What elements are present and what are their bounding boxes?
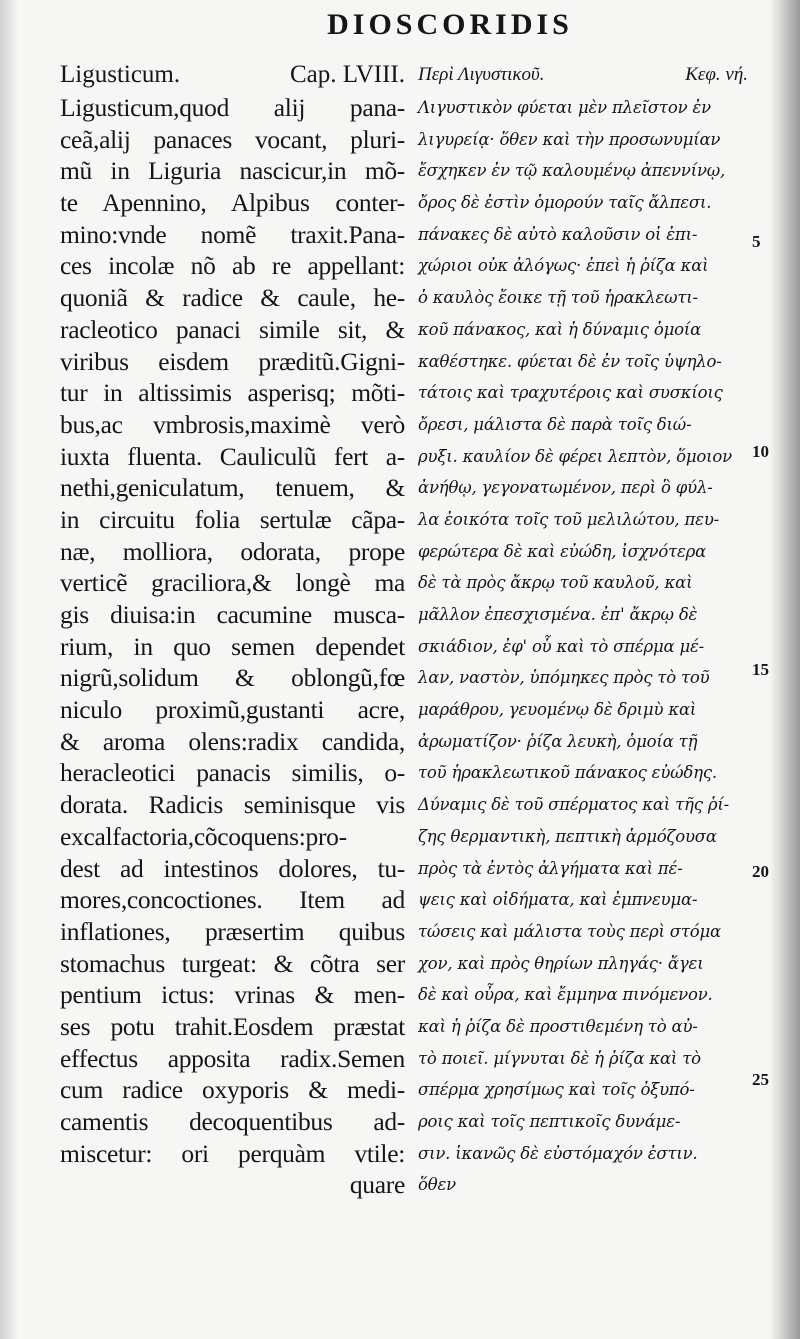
text-line: ροις καὶ τοῖς πεπτικοῖς δυνάμε- — [418, 1112, 681, 1131]
text-line: stomachus turgeat: & cõtra ser — [60, 948, 405, 978]
text-line: μᾶλλον ἐπεσχισμένα. ἐπ' ἄκρῳ δὲ — [418, 605, 698, 624]
line-number: 10 — [752, 442, 769, 461]
text-line: tur in altissimis asperisq; mõti- — [60, 378, 405, 408]
text-line: rium, in quo semen dependet — [60, 631, 405, 661]
text-line: χον, καὶ πρὸς θηρίων πληγάς· ἄγει — [418, 953, 704, 973]
text-line: mino:vnde nomẽ traxit.Pana- — [60, 219, 405, 249]
text-line: ἀρωματίζον· ῥίζα λευκὴ, ὁμοία τῇ — [418, 731, 698, 751]
text-line: nethi,geniculatum, tenuem, & — [60, 473, 405, 503]
text-line: πάνακες δὲ αὐτὸ καλοῦσιν οἱ ἐπι- — [418, 224, 698, 244]
text-line: Λιγυστικὸν φύεται μὲν πλεῖστον ἐν — [418, 98, 711, 117]
line-number: 20 — [752, 862, 769, 881]
text-line: μαράθρου, γευομένῳ δὲ δριμὺ καὶ — [418, 700, 697, 720]
text-line: næ, molliora, odorata, prope — [60, 536, 405, 566]
text-line: λα ἐοικότα τοῖς τοῦ μελιλώτου, πευ- — [418, 509, 720, 529]
text-line: te Apennino, Alpibus conter- — [60, 188, 405, 218]
page-gutter-shadow — [0, 0, 18, 1339]
text-line: bus,ac vmbrosis,maximè verò — [60, 409, 405, 439]
text-line: niculo proximũ,gustanti acre, — [60, 695, 405, 725]
latin-chapter-number: Cap. LVIII. — [289, 61, 405, 88]
text-line: σπέρμα χρησίμως καὶ τοῖς ὀξυπό- — [418, 1080, 695, 1100]
text-line: πρὸς τὰ ἐντὸς ἀλγήματα καὶ πέ- — [418, 858, 683, 878]
text-line: ὄρος δὲ ἐστὶν ὁμορούν ταῖς ἄλπεσι. — [418, 193, 712, 213]
text-line: mũ in Liguria nascicur,in mõ- — [60, 156, 405, 186]
text-line: καὶ ἡ ῥίζα δὲ προστιθεμένη τὸ αὐ- — [418, 1016, 698, 1036]
text-line: miscetur: ori perquàm vtile: — [60, 1138, 405, 1168]
text-line: camentis decoquentibus ad- — [60, 1107, 405, 1136]
text-line: dest ad intestinos dolores, tu- — [60, 853, 405, 883]
text-line: heracleotici panacis similis, o- — [60, 758, 405, 788]
line-number: 25 — [752, 1070, 769, 1089]
text-line: verticẽ graciliora,& longè ma — [60, 568, 405, 598]
text-line: excalfactoria,cõcoquens:pro- — [60, 821, 347, 851]
greek-chapter-heading — [418, 60, 748, 90]
text-line: ἀνήθῳ, γεγονατωμένον, περὶ ὃ φύλ- — [418, 478, 713, 498]
text-line: σιν. ἱκανῶς δὲ εὐστόμαχόν ἐστιν. — [418, 1143, 698, 1163]
text-line: χώριοι οὐκ ἀλόγως· ἐπεὶ ἡ ῥίζα καὶ — [418, 256, 709, 276]
greek-column — [418, 60, 748, 1201]
line-number: 15 — [752, 660, 769, 679]
text-line: ἔσχηκεν ἐν τῷ καλουμένῳ ἀπεννίνῳ, — [418, 161, 726, 181]
text-line: σκιάδιον, ἐφ' οὗ καὶ τὸ σπέρμα μέ- — [418, 636, 705, 656]
text-line: iuxta fluenta. Cauliculũ fert a- — [60, 441, 405, 471]
greek-chapter-number: Κεφ. νή. — [685, 64, 748, 85]
text-line: δὲ τὰ πρὸς ἄκρῳ τοῦ καυλοῦ, καὶ — [418, 573, 693, 593]
text-line: λαν, ναστὸν, ὑπόμηκες πρὸς τὸ τοῦ — [418, 668, 710, 688]
text-line: δὲ καὶ οὖρα, καὶ ἔμμηνα πινόμενον. — [418, 985, 713, 1005]
text-line: gis diuisa:in cacumine musca- — [60, 600, 405, 629]
running-head: DIOSCORIDIS — [327, 8, 573, 41]
text-line: τάτοις καὶ τραχυτέροις καὶ συσκίοις — [418, 383, 723, 403]
text-line: κοῦ πάνακος, καὶ ἡ δύναμις ὁμοία — [418, 319, 702, 339]
latin-text — [60, 92, 405, 1201]
text-line: viribus eisdem præditũ.Gigni- — [60, 346, 405, 376]
text-line: cum radice oxyporis & medi- — [60, 1075, 405, 1105]
text-line: ὄρεσι, μάλιστα δὲ παρὰ τοῖς διώ- — [418, 414, 692, 434]
page-edge-shadow — [770, 0, 800, 1339]
text-line: pentium ictus: vrinas & men- — [60, 980, 405, 1010]
latin-chapter-heading — [60, 60, 405, 90]
text-line: Δύναμις δὲ τοῦ σπέρματος καὶ τῆς ῥί- — [418, 795, 729, 815]
text-line: ὁ καυλὸς ἔοικε τῇ τοῦ ἡρακλεωτι- — [418, 288, 698, 308]
text-line: καθέστηκε. φύεται δὲ ἐν τοῖς ὑψηλο- — [418, 351, 722, 371]
text-line: τοῦ ἡρακλεωτικοῦ πάνακος εὐώδης. — [418, 763, 717, 783]
text-line: in circuitu folia sertulæ cãpa- — [60, 504, 405, 534]
text-line: inflationes, præsertim quibus — [60, 916, 405, 946]
text-line: nigrũ,solidum & oblongũ,fœ — [60, 663, 405, 693]
text-line: ces incolæ nõ ab re appellant: — [60, 251, 405, 281]
latin-title: Ligusticum. — [60, 61, 181, 88]
text-line: racleotico panaci simile sit, & — [60, 314, 405, 344]
text-line: effectus apposita radix.Semen — [60, 1043, 405, 1073]
text-line: ρυξι. καυλίον δὲ φέρει λεπτὸν, ὅμοιον — [418, 446, 732, 466]
text-line: ceã,alij panaces vocant, pluri- — [60, 124, 405, 154]
text-line: Ligusticum,quod alij pana- — [60, 93, 405, 122]
text-line: & aroma olens:radix candida, — [60, 726, 405, 756]
text-line: quoniã & radice & caule, he- — [60, 283, 405, 313]
text-line: ses potu trahit.Eosdem præstat — [60, 1011, 405, 1041]
text-line: τώσεις καὶ μάλιστα τοὺς περὶ στόμα — [418, 921, 721, 941]
text-line: ζης θερμαντικὴ, πεπτικὴ ἁρμόζουσα — [418, 826, 717, 846]
greek-text — [418, 92, 748, 1201]
text-line: dorata. Radicis seminisque vis — [60, 790, 405, 820]
greek-title: Περὶ Λιγυστικοῦ. — [418, 64, 545, 85]
text-line: quare — [349, 1170, 405, 1200]
text-line: φερώτερα δὲ καὶ εὐώδη, ἰσχνότερα — [418, 541, 707, 561]
text-line: λιγυρείᾳ· ὅθεν καὶ τὴν προσωνυμίαν — [418, 129, 721, 149]
text-line: mores,concoctiones. Item ad — [60, 885, 405, 915]
text-line: ὅθεν — [418, 1175, 456, 1195]
line-number: 5 — [752, 232, 761, 251]
latin-column — [60, 60, 405, 1201]
text-line: τὸ ποιεῖ. μίγνυται δὲ ἡ ῥίζα καὶ τὸ — [418, 1048, 701, 1068]
text-line: ψεις καὶ οἰδήματα, καὶ ἐμπνευμα- — [418, 890, 698, 910]
